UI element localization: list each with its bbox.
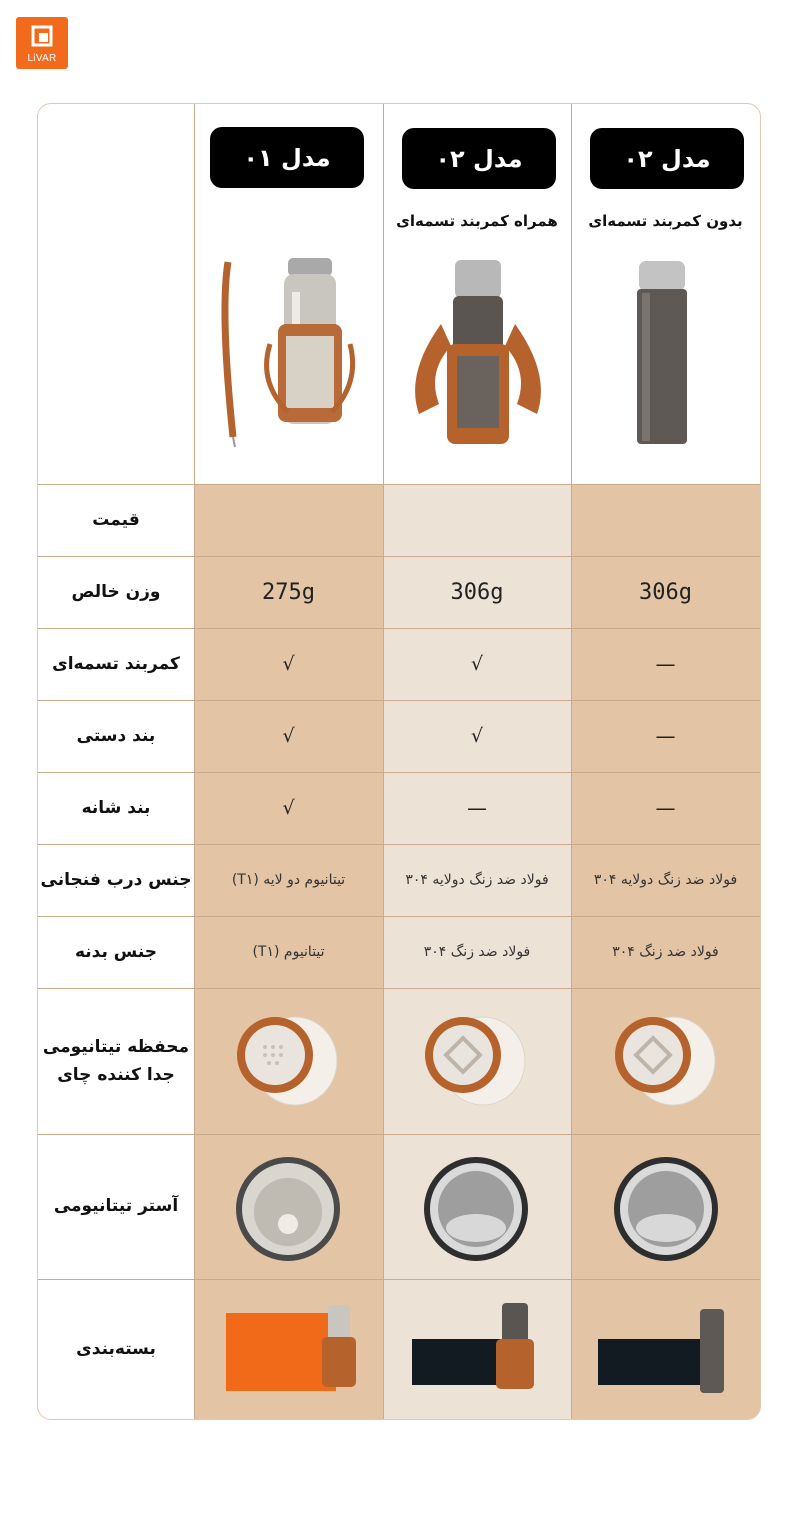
weight-value: 275g — [262, 579, 315, 605]
infuser-image — [421, 1009, 531, 1114]
row-label-body-material: جنس بدنه — [74, 941, 158, 962]
livar-logo — [16, 17, 68, 69]
model-subtitle-02-no-strap: بدون کمربند تسمه‌ای — [588, 212, 743, 230]
row-label-hand-strap: بند دستی — [76, 725, 156, 746]
bottle-image — [218, 252, 358, 452]
check-mark: √ — [282, 725, 295, 747]
package-image — [410, 1299, 560, 1399]
infuser-image — [611, 1009, 721, 1114]
body-material-value: فولاد ضد زنگ ۳۰۴ — [612, 944, 719, 960]
body-material-value: فولاد ضد زنگ ۳۰۴ — [423, 944, 531, 960]
dash-mark: — — [655, 652, 676, 676]
row-label-packaging: بسته‌بندی — [76, 1338, 156, 1359]
livar-logo-icon — [30, 24, 54, 48]
model-subtitle-02-strap: همراه کمربند تسمه‌ای — [396, 212, 558, 230]
package-image — [596, 1299, 736, 1399]
model-title-01: مدل ۰۱ — [210, 127, 364, 188]
liner-image — [611, 1154, 721, 1264]
brand-name: LiVAR — [27, 53, 57, 64]
row-label-cup-lid-material: جنس درب فنجانی — [40, 869, 192, 890]
weight-value: 306g — [450, 579, 504, 605]
check-mark: √ — [282, 653, 295, 675]
body-material-value: تیتانیوم (T۱) — [252, 944, 325, 960]
infuser-image — [233, 1009, 343, 1114]
liner-image — [421, 1154, 531, 1264]
row-label-strap-belt: کمربند تسمه‌ای — [52, 653, 180, 674]
cup-lid-material-value: تیتانیوم دو لایه (T۱) — [231, 872, 346, 888]
model-title-02-no-strap: مدل ۰۲ — [590, 128, 744, 189]
cup-lid-material-value: فولاد ضد زنگ دولایه ۳۰۴ — [405, 872, 549, 888]
row-label-price: قیمت — [92, 509, 140, 530]
bottle-image — [628, 259, 698, 449]
liner-image — [233, 1154, 343, 1264]
cup-lid-material-value: فولاد ضد زنگ دولایه ۳۰۴ — [593, 872, 738, 888]
row-label-tea-infuser: محفظه تیتانیومی جدا کننده چای — [42, 1036, 190, 1085]
dash-mark: — — [655, 796, 676, 820]
row-label-titanium-liner: آستر تیتانیومی — [53, 1196, 179, 1217]
check-mark: √ — [470, 653, 484, 675]
check-mark: √ — [282, 797, 295, 819]
check-mark: √ — [470, 725, 484, 747]
model-title-02-strap: مدل ۰۲ — [402, 128, 556, 189]
row-label-weight: وزن خالص — [71, 581, 161, 602]
package-image — [224, 1299, 364, 1399]
dash-mark: — — [655, 724, 676, 748]
comparison-table — [37, 103, 761, 1420]
dash-mark: — — [467, 796, 487, 820]
row-label-shoulder-strap: بند شانه — [81, 797, 151, 818]
weight-value: 306g — [639, 579, 692, 605]
bottle-image — [403, 254, 553, 454]
